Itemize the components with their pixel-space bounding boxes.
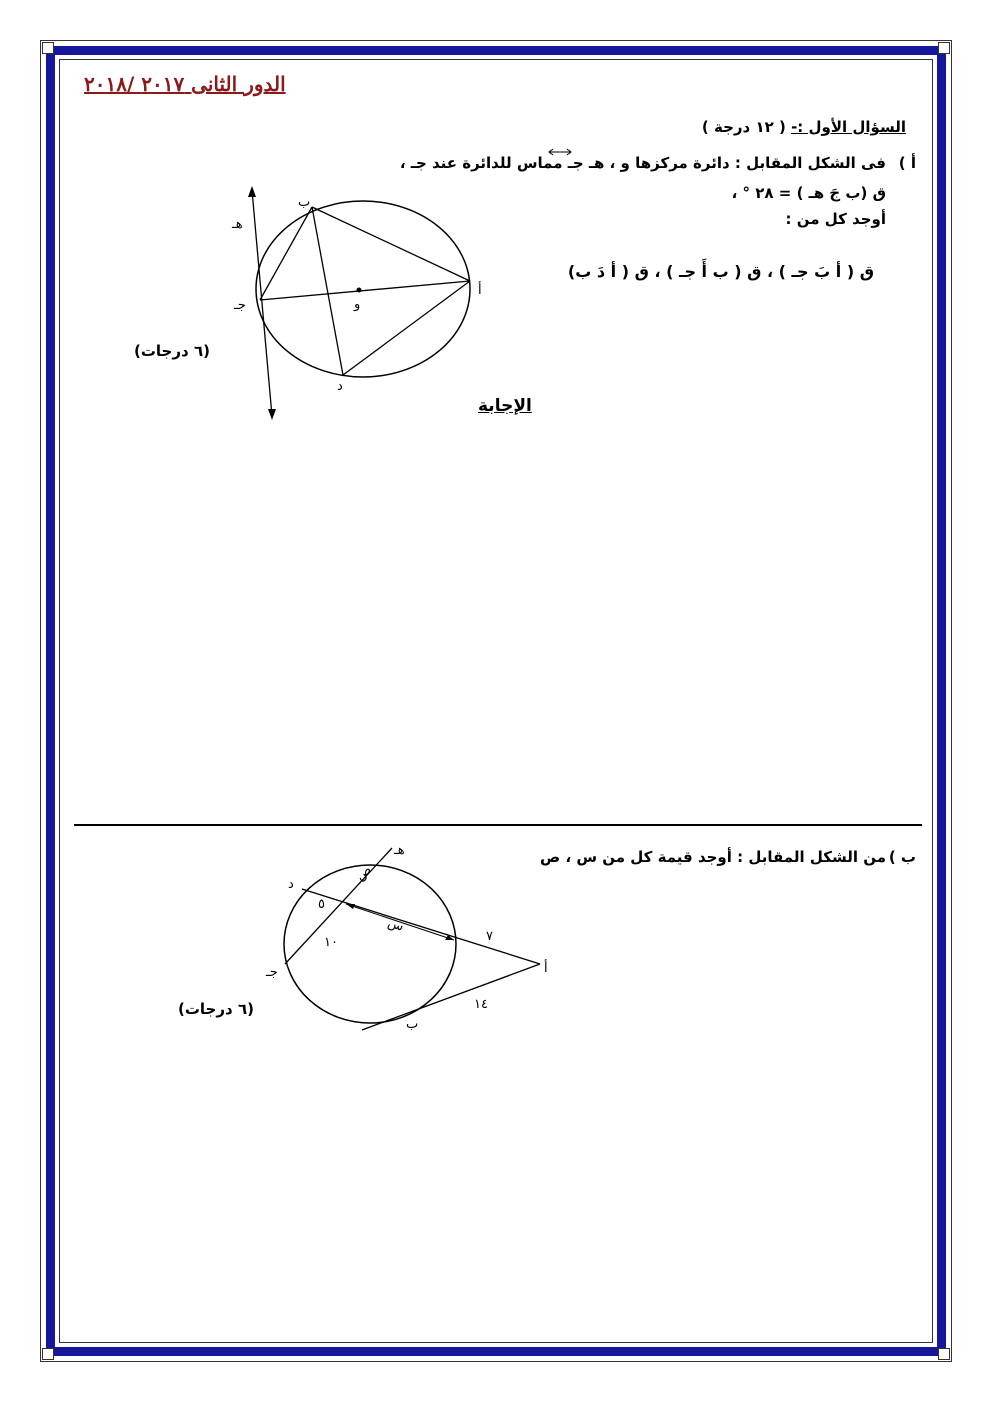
fig-b-label-a: أ <box>544 961 548 976</box>
corner-ornament-tr <box>938 42 950 54</box>
answer-label: الإجابة <box>478 396 532 416</box>
fig-a-circle <box>256 201 470 377</box>
exam-title: الدور الثانى ٢٠١٧ /٢٠١٨ <box>84 72 286 96</box>
corner-ornament-bl <box>42 1348 54 1360</box>
fig-b-label-d: د <box>288 877 294 892</box>
part-b-prefix: ب ) <box>888 848 916 866</box>
fig-a-chord-ba <box>312 207 470 281</box>
fig-b-label-b: ب <box>406 1017 419 1032</box>
fig-a-chord-da <box>343 281 470 375</box>
fig-b-dim-arrow-left <box>346 904 355 909</box>
fig-a-chord-bj <box>260 207 312 300</box>
part-a-prefix: أ ) <box>898 154 916 172</box>
fig-b-secant-da <box>302 889 540 964</box>
part-a-line1: فى الشكل المقابل : دائرة مركزها و ، هـ جـ مماس للدائرة عند جـ ، <box>399 154 886 172</box>
figure-a <box>220 180 500 430</box>
fig-b-label-fourteen: ١٤ <box>474 997 488 1012</box>
question-label: السؤال الأول :- <box>791 118 906 136</box>
fig-b-label-h: هـ <box>394 843 405 858</box>
fig-a-label-d: د <box>337 379 343 394</box>
fig-a-arrow-bottom <box>268 409 276 420</box>
fig-a-label-o: و <box>354 297 361 312</box>
fig-a-tangent <box>252 190 272 416</box>
part-a-marks: (٦ درجات) <box>134 342 210 360</box>
tangent-line-arrow-mark <box>548 148 572 156</box>
question-marks: ( ١٢ درجة ) <box>701 118 786 136</box>
fig-a-diameter-ja <box>260 281 470 300</box>
fig-a-arrow-top <box>248 186 256 197</box>
fig-b-tangent-ab <box>362 964 540 1030</box>
figure-b <box>260 836 560 1046</box>
part-a-line2: ق (ب جَ هـ ) = ٢٨ ° ، <box>731 184 886 202</box>
part-b-line1: من الشكل المقابل : أوجد قيمة كل من س ، ص <box>540 848 886 866</box>
fig-b-label-j: جـ <box>266 965 278 980</box>
corner-ornament-tl <box>42 42 54 54</box>
fig-a-center-point <box>357 288 362 293</box>
corner-ornament-br <box>938 1348 950 1360</box>
section-separator <box>74 824 922 826</box>
fig-b-label-ten: ١٠ <box>324 935 338 950</box>
part-b-marks: (٦ درجات) <box>178 1000 254 1018</box>
fig-b-label-five: ٥ <box>318 897 325 912</box>
fig-a-label-h: هـ <box>232 217 243 232</box>
fig-b-label-seven: ٧ <box>486 929 493 944</box>
part-a-line4: ق ( أ بَ جـ ) ، ق ( ب أَ جـ ) ، ق ( أ دَ ب) <box>567 262 874 281</box>
fig-b-label-s: س <box>385 915 406 935</box>
fig-a-label-b: ب <box>298 195 311 210</box>
fig-b-circle <box>284 865 456 1023</box>
fig-b-chord-hj <box>285 848 392 964</box>
fig-a-label-a: أ <box>478 283 482 298</box>
fig-a-chord-bd <box>312 207 343 375</box>
question-heading <box>702 118 906 136</box>
fig-a-label-j: جـ <box>234 298 246 313</box>
part-a-line3: أوجد كل من : <box>785 210 886 228</box>
fig-b-label-sad: ص <box>352 862 375 884</box>
